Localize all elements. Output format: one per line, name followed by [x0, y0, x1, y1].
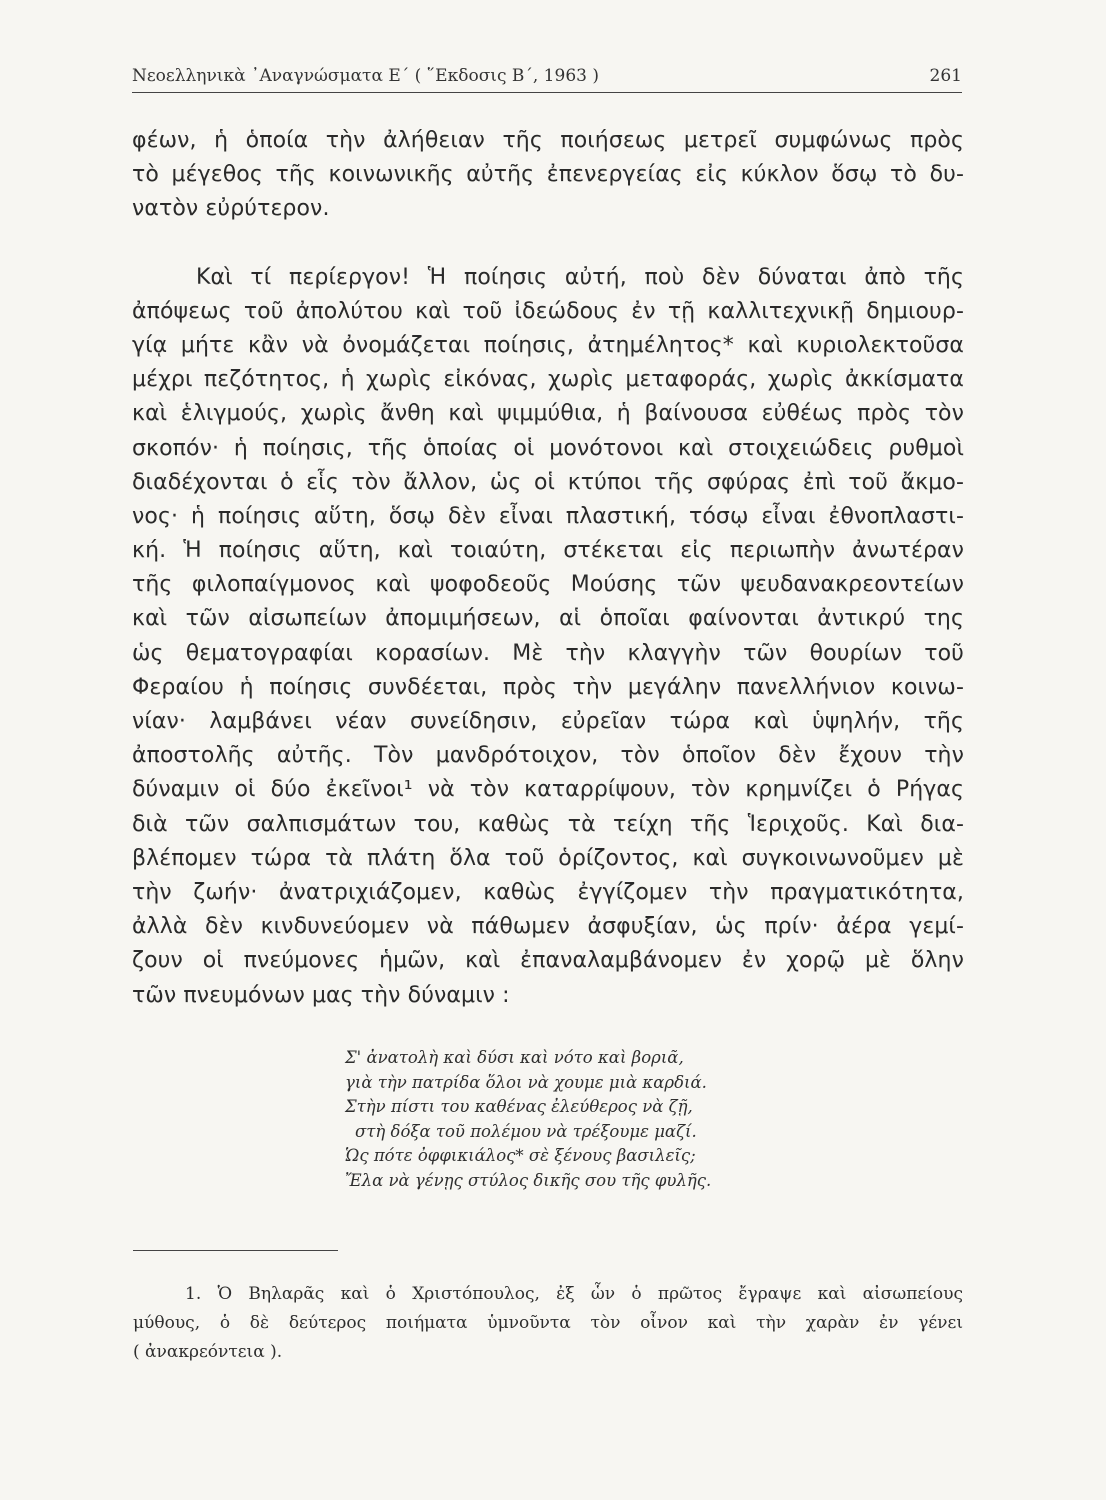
text-line: ὡς θεματογραφίαι κορασίων. Μὲ τὴν κλαγγὴν τῶν θουρίων τοῦ: [132, 640, 964, 666]
text-line: Φεραίου ἡ ποίησις συνδέεται, πρὸς τὴν μεγάλην πανελλήνιον κοινω-: [132, 674, 964, 700]
text-line: ζουν οἱ πνεύμονες ἡμῶν, καὶ ἐπαναλαμβάνομεν ἐν χορῷ μὲ ὅλην: [132, 948, 964, 974]
running-header: [132, 62, 962, 93]
text-line: μέχρι πεζότητος, ἡ χωρὶς εἰκόνας, χωρὶς μεταφοράς, χωρὶς ἀκκίσματα: [132, 367, 964, 393]
text-line: ἀπόψεως τοῦ ἀπολύτου καὶ τοῦ ἰδεώδους ἐν τῇ καλλιτεχνικῇ δημιουρ-: [132, 298, 964, 324]
text-line: καὶ τῶν αἰσωπείων ἀπομιμήσεων, αἱ ὁποῖαι φαίνονται ἀντικρύ της: [132, 606, 964, 632]
text-line: τὴν ζωήν· ἀνατριχιάζομεν, καθὼς ἐγγίζομεν τὴν πραγματικότητα,: [132, 879, 964, 905]
poem-line: Στὴν πίστι του καθένας ἐλεύθερος νὰ ζῇ,: [345, 1097, 693, 1116]
main-text: [132, 124, 964, 1013]
poem-quotation: [345, 1046, 711, 1193]
poem-line: γιὰ τὴν πατρίδα ὅλοι νὰ χουμε μιὰ καρδιά.: [345, 1072, 707, 1092]
text-line: βλέπομεν τώρα τὰ πλάτη ὅλα τοῦ ὁρίζοντος, καὶ συγκοινωνοῦμεν μὲ: [132, 845, 964, 871]
text-line: διὰ τῶν σαλπισμάτων του, καθὼς τὰ τείχη τῆς Ἱεριχοῦς. Καὶ δια-: [132, 811, 964, 837]
text-line: νίαν· λαμβάνει νέαν συνείδησιν, εὐρεῖαν τώρα καὶ ὑψηλήν, τῆς: [132, 709, 964, 734]
poem-line: Σ' ἀνατολὴ καὶ δύσι καὶ νότο καὶ βοριᾶ,: [345, 1048, 684, 1067]
text-line: φέων, ἡ ὁποία τὴν ἀλήθειαν τῆς ποιήσεως μετρεῖ συμφώνως πρὸς: [132, 128, 964, 153]
text-line: τὸ μέγεθος τῆς κοινωνικῆς αὐτῆς ἐπενεργείας εἰς κύκλον ὅσῳ τὸ δυ-: [132, 162, 964, 188]
text-line: διαδέχονται ὁ εἷς τὸν ἄλλον, ὡς οἱ κτύποι τῆς σφύρας ἐπὶ τοῦ ἄκμο-: [132, 469, 964, 495]
text-line: ἀποστολῆς αὐτῆς. Τὸν μανδρότοιχον, τὸν ὁποῖον δὲν ἔχουν τὴν: [132, 743, 964, 769]
text-line: δύναμιν οἱ δύο ἐκεῖνοι¹ νὰ τὸν καταρρίψουν, τὸν κρημνίζει ὁ Ρήγας: [132, 777, 964, 803]
poem-line: Ἔλα νὰ γένῃς στύλος δικῆς σου τῆς φυλῆς.: [345, 1170, 712, 1190]
text-line: ἀλλὰ δὲν κινδυνεύομεν νὰ πάθωμεν ἀσφυξίαν, ὡς πρίν· ἀέρα γεμί-: [132, 914, 964, 940]
footnotes: [133, 1280, 963, 1367]
paragraph-gap: [132, 227, 964, 261]
footnote-line: 1. Ὁ Βηλαρᾶς καὶ ὁ Χριστόπουλος, ἐξ ὧν ὁ πρῶτος ἔγραψε καὶ αἰσωπείους: [185, 1284, 963, 1304]
text-line: νος· ἡ ποίησις αὕτη, ὅσῳ δὲν εἶναι πλαστική, τόσῳ εἶναι ἐθνοπλαστι-: [132, 503, 964, 529]
text-line: νατὸν εὐρύτερον.: [132, 196, 330, 222]
text-line: Καὶ τί περίεργον! Ἡ ποίησις αὐτή, ποὺ δὲν δύναται ἀπὸ τῆς: [196, 264, 964, 290]
footnote-line: ( ἀνακρεόντεια ).: [133, 1342, 283, 1362]
text-line: τῶν πνευμόνων μας τὴν δύναμιν :: [132, 982, 510, 1008]
text-line: σκοπόν· ἡ ποίησις, τῆς ὁποίας οἱ μονότονοι καὶ στοιχειώδεις ρυθμοὶ: [132, 435, 964, 461]
text-line: κή. Ἡ ποίησις αὕτη, καὶ τοιαύτη, στέκεται εἰς περιωπὴν ἀνωτέραν: [132, 538, 964, 564]
footnote-line: μύθους, ὁ δὲ δεύτερος ποιήματα ὑμνοῦντα τὸν οἶνον καὶ τὴν χαρὰν ἐν γένει: [133, 1313, 963, 1333]
page-number: 261: [929, 66, 962, 86]
poem-line: Ὡς πότε ὀφφικιάλος* σὲ ξένους βασιλεῖς;: [345, 1146, 696, 1165]
footnote-divider: [133, 1250, 338, 1251]
poem-line: στὴ δόξα τοῦ πολέμου νὰ τρέξουμε μαζί.: [355, 1121, 697, 1141]
running-title: Νεοελληνικὰ ᾿Αναγνώσματα Ε΄ ( ῞Εκδοσις Β΄, 1963 ): [132, 66, 599, 86]
text-line: καὶ ἑλιγμούς, χωρὶς ἄνθη καὶ ψιμμύθια, ἡ βαίνουσα εὐθέως πρὸς τὸν: [132, 401, 964, 427]
text-line: γίᾳ μήτε κἂν νὰ ὀνομάζεται ποίησις, ἀτημέλητος* καὶ κυριολεκτοῦσα: [132, 332, 964, 358]
text-line: τῆς φιλοπαίγμονος καὶ ψοφοδεοῦς Μούσης τῶν ψευδανακρεοντείων: [132, 572, 964, 598]
